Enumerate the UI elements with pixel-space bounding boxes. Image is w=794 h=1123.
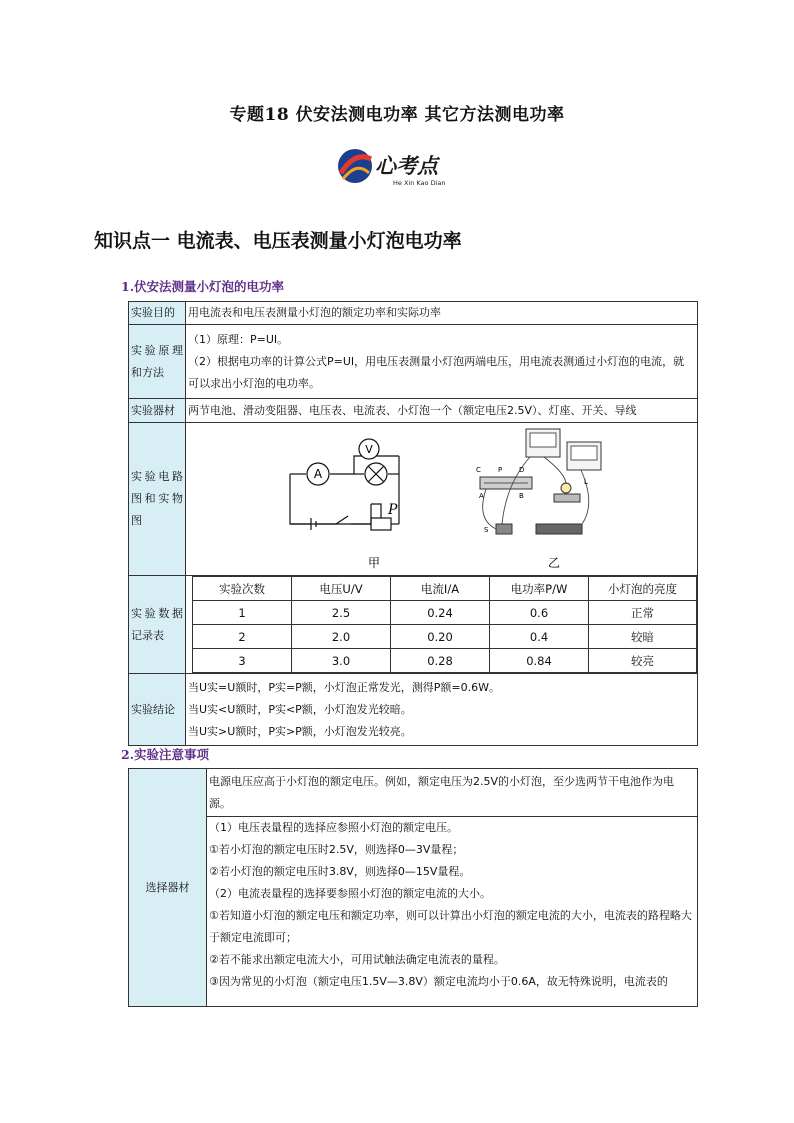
cell: 正常 <box>589 601 697 625</box>
section-heading-1: 1.伏安法测量小灯泡的电功率 <box>121 279 285 294</box>
data-cell <box>186 576 698 674</box>
photo-label-s: S <box>484 526 489 534</box>
note-line: （1）电压表量程的选择应参照小灯泡的额定电压。 <box>209 821 458 834</box>
caption-a: 甲 <box>368 556 381 570</box>
photo-label-l: L <box>584 478 588 486</box>
experiment-table <box>128 301 698 746</box>
conclusion-line-1: 当U实=U额时，P实=P额，小灯泡正常发光，测得P额=0.6W。 <box>188 680 501 694</box>
power-source-note: 电源电压应高于小灯泡的额定电压。例如，额定电压为2.5V的小灯泡，至少选两节干电池作为电源。 <box>207 769 698 817</box>
logo-sub-text: He Xin Kao Dian <box>393 179 446 187</box>
note-line: ②若不能求出额定电流大小，可用试触法确定电流表的量程。 <box>209 953 505 966</box>
table-row <box>193 649 697 673</box>
purpose-text: 用电流表和电压表测量小灯泡的额定功率和实际功率 <box>186 302 698 325</box>
brand-logo <box>335 143 465 189</box>
data-label: 实验数据记录表 <box>129 576 186 674</box>
principle-line-2: （2）根据电功率的计算公式P=UI，用电压表测量小灯泡两端电压，用电流表测通过小灯泡的电流，就可以求出小灯泡的电功率。 <box>188 354 685 390</box>
voltmeter-label: V <box>365 443 373 456</box>
conclusion-label: 实验结论 <box>129 674 186 746</box>
notes-table <box>128 768 698 1007</box>
cell: 1 <box>193 601 292 625</box>
photo-label-p: P <box>498 466 503 474</box>
diagram-label: 实验电路图和实物图 <box>129 423 186 576</box>
logo-main-text: 心考点 <box>375 153 438 178</box>
ammeter-label: A <box>313 467 323 481</box>
cell: 0.28 <box>391 649 490 673</box>
cell: 较亮 <box>589 649 697 673</box>
diagram-cell <box>186 423 698 576</box>
cell: 0.84 <box>490 649 589 673</box>
equipment-text: 两节电池、滑动变阻器、电压表、电流表、小灯泡一个（额定电压2.5V）、灯座、开关、导线 <box>186 399 698 423</box>
header-voltage: 电压U/V <box>292 577 391 601</box>
table-row <box>193 601 697 625</box>
cell: 0.6 <box>490 601 589 625</box>
note-line: （2）电流表量程的选择要参照小灯泡的额定电流的大小。 <box>209 887 491 900</box>
cell: 2.0 <box>292 625 391 649</box>
note-line: ②若小灯泡的额定电压时3.8V，则选择0—15V量程。 <box>209 865 471 878</box>
photo-label-a: A <box>479 492 484 500</box>
principle-cell <box>186 325 698 399</box>
cell: 3 <box>193 649 292 673</box>
photo-label-d: D <box>519 466 525 474</box>
header-trial: 实验次数 <box>193 577 292 601</box>
header-power: 电功率P/W <box>490 577 589 601</box>
cell: 2.5 <box>292 601 391 625</box>
cell: 3.0 <box>292 649 391 673</box>
cell: 0.4 <box>490 625 589 649</box>
rheostat-label: P <box>388 502 398 518</box>
apparatus-photo <box>480 429 601 534</box>
cell: 2 <box>193 625 292 649</box>
header-brightness: 小灯泡的亮度 <box>589 577 697 601</box>
principle-line-1: （1）原理：P=UI。 <box>188 332 289 346</box>
cell: 较暗 <box>589 625 697 649</box>
cell: 0.24 <box>391 601 490 625</box>
conclusion-line-3: 当U实>U额时，P实>P额，小灯泡发光较亮。 <box>188 724 412 738</box>
note-line: ③因为常见的小灯泡（额定电压1.5V—3.8V）额定电流均小于0.6A，故无特殊说明，电流表的 <box>209 975 668 988</box>
header-current: 电流I/A <box>391 577 490 601</box>
section-heading-2: 2.实验注意事项 <box>121 747 210 762</box>
conclusion-cell <box>186 674 698 746</box>
cell: 0.20 <box>391 625 490 649</box>
principle-label: 实验原理和方法 <box>129 325 186 399</box>
purpose-label: 实验目的 <box>129 302 186 325</box>
photo-label-b: B <box>519 492 524 500</box>
conclusion-line-2: 当U实<U额时，P实<P额，小灯泡发光较暗。 <box>188 702 412 716</box>
data-table <box>192 576 697 673</box>
table-row <box>193 625 697 649</box>
data-header-row <box>193 577 697 601</box>
range-notes <box>207 817 698 1007</box>
caption-b: 乙 <box>548 556 561 570</box>
photo-label-c: C <box>476 466 481 474</box>
equipment-label: 实验器材 <box>129 399 186 423</box>
knowledge-point-heading: 知识点一 电流表、电压表测量小灯泡电功率 <box>94 230 462 252</box>
note-line: ①若知道小灯泡的额定电压和额定功率，则可以计算出小灯泡的额定电流的大小，电流表的路程略大于额定电流即可； <box>209 909 692 944</box>
note-line: ①若小灯泡的额定电压时2.5V，则选择0—3V量程； <box>209 843 464 856</box>
circuit-diagram <box>186 424 696 574</box>
page-title: 专题18 伏安法测电功率 其它方法测电功率 <box>229 105 565 125</box>
equipment-choice-label: 选择器材 <box>129 769 207 1007</box>
